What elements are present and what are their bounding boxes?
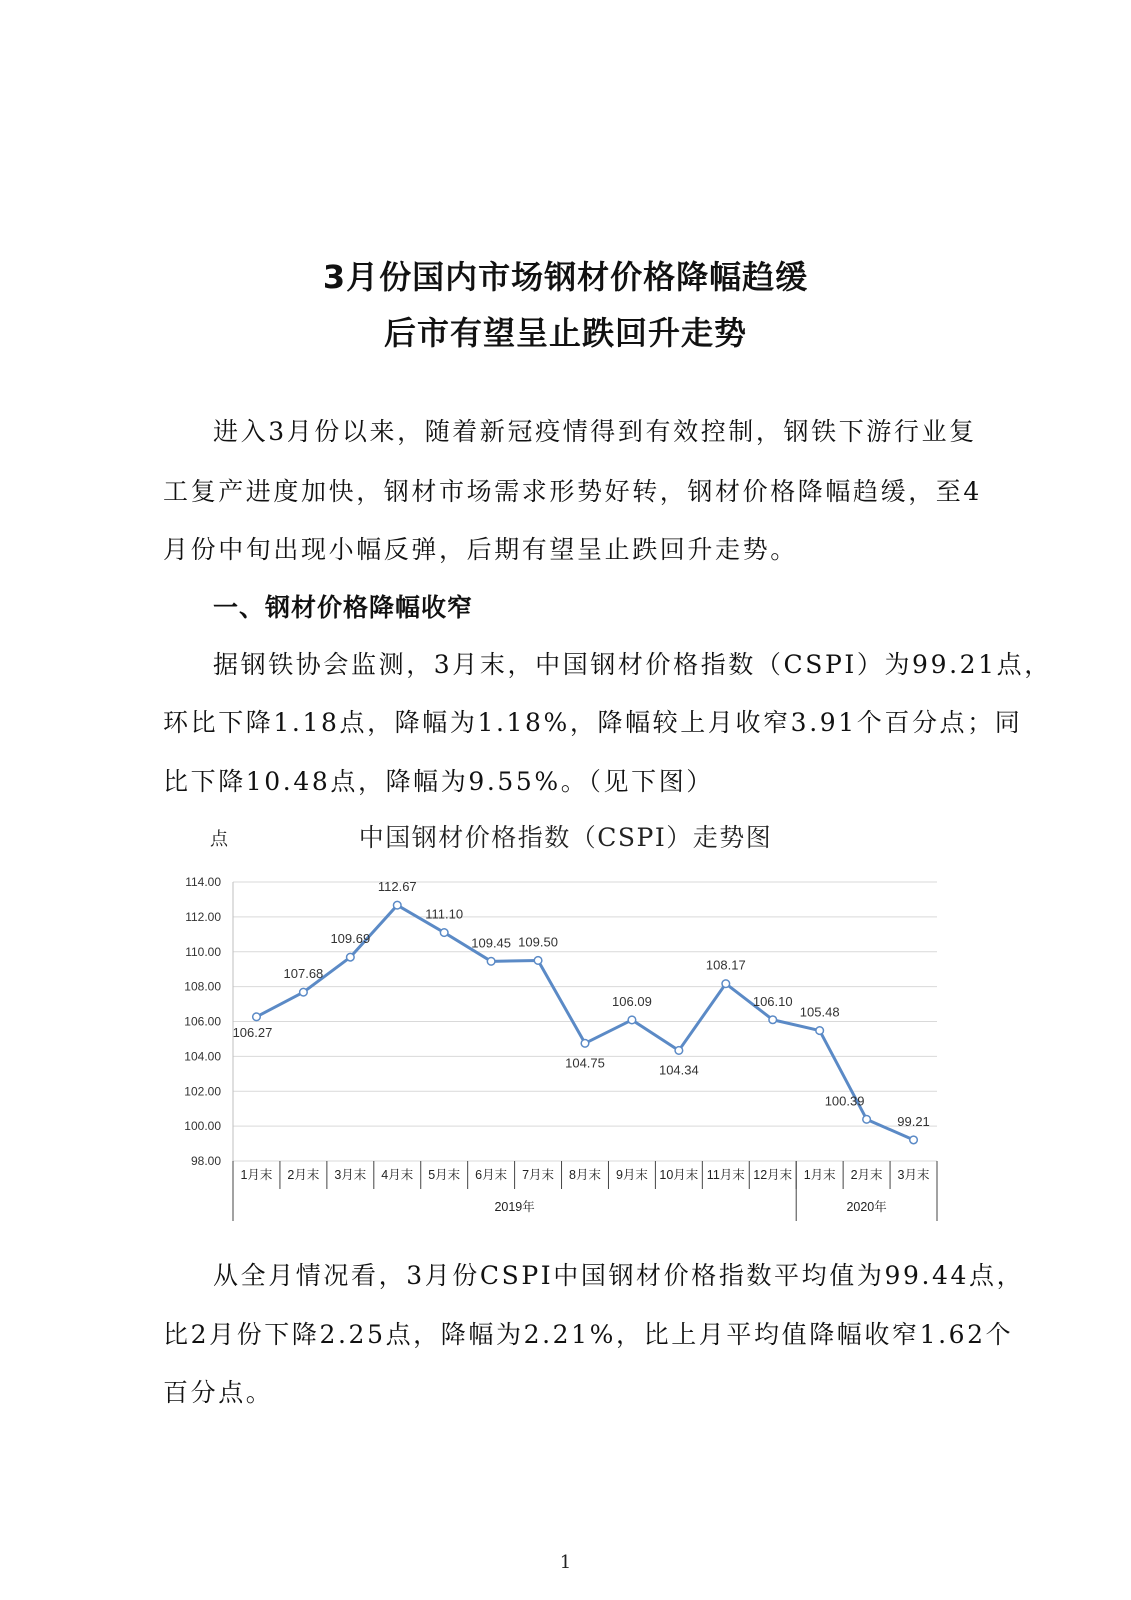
data-label: 109.69 xyxy=(330,931,371,947)
x-tick-label: 5月末 xyxy=(428,1168,461,1182)
data-point xyxy=(722,980,730,988)
x-group-label: 2020年 xyxy=(846,1200,887,1214)
y-tick-label: 114.00 xyxy=(185,875,221,889)
data-point xyxy=(628,1016,636,1024)
x-tick-label: 6月末 xyxy=(475,1168,508,1182)
data-label: 106.27 xyxy=(232,1024,273,1040)
data-label: 100.39 xyxy=(824,1093,865,1109)
data-point xyxy=(253,1013,261,1021)
x-tick-label: 2月末 xyxy=(287,1168,320,1182)
x-tick-label: 12月末 xyxy=(753,1168,793,1182)
section-para1-line-2: 环比下降1.18点，降幅为1.18%，降幅较上月收窄3.91个百分点；同 xyxy=(163,708,1023,737)
data-point xyxy=(347,953,355,961)
x-tick-label: 2月末 xyxy=(850,1168,883,1182)
data-label: 106.10 xyxy=(752,993,793,1009)
data-point xyxy=(675,1047,683,1055)
data-label: 109.50 xyxy=(518,934,558,950)
y-tick-label: 110.00 xyxy=(185,944,221,959)
x-tick-label: 8月末 xyxy=(569,1168,601,1182)
intro-line-1: 进入3月份以来，随着新冠疫情得到有效控制，钢铁下游行业复 xyxy=(213,417,977,446)
cspi-line-chart xyxy=(160,868,960,1228)
x-tick-label: 3月末 xyxy=(897,1168,930,1182)
x-tick-label: 9月末 xyxy=(615,1168,648,1182)
data-label: 107.68 xyxy=(283,966,324,982)
data-label: 106.09 xyxy=(612,993,652,1009)
data-point xyxy=(581,1039,589,1047)
data-label: 99.21 xyxy=(897,1113,930,1129)
y-tick-label: 112.00 xyxy=(185,909,221,924)
data-point xyxy=(534,957,542,965)
section-para2-line-3: 百分点。 xyxy=(163,1378,274,1407)
x-tick-label: 3月末 xyxy=(334,1168,367,1182)
y-tick-label: 106.00 xyxy=(184,1014,221,1029)
y-tick-label: 100.00 xyxy=(184,1119,221,1134)
data-point xyxy=(440,929,448,937)
x-tick-label: 1月末 xyxy=(240,1168,273,1182)
data-point xyxy=(816,1027,824,1035)
data-point xyxy=(863,1116,871,1124)
data-label: 112.67 xyxy=(377,879,417,895)
intro-line-2: 工复产进度加快，钢材市场需求形势好转，钢材价格降幅趋缓，至4 xyxy=(163,477,982,506)
data-label: 111.10 xyxy=(425,906,464,922)
y-tick-label: 98.00 xyxy=(190,1154,221,1168)
data-label: 104.75 xyxy=(565,1055,605,1071)
x-tick-label: 4月末 xyxy=(381,1168,414,1182)
page-number: 1 xyxy=(559,1552,572,1573)
y-tick-label: 108.00 xyxy=(184,979,221,994)
section-para2-line-2: 比2月份下降2.25点，降幅为2.21%，比上月平均值降幅收窄1.62个 xyxy=(163,1320,1014,1349)
data-label: 104.34 xyxy=(658,1062,699,1078)
section-para1-line-1: 据钢铁协会监测，3月末，中国钢材价格指数（CSPI）为99.21点， xyxy=(213,650,1052,679)
section-para1-line-3: 比下降10.48点，降幅为9.55%。（见下图） xyxy=(163,767,714,796)
data-label: 105.48 xyxy=(799,1004,840,1020)
data-point xyxy=(393,901,401,909)
section-para2-line-1: 从全月情况看，3月份CSPI中国钢材价格指数平均值为99.44点， xyxy=(213,1261,1025,1290)
x-tick-label: 11月末 xyxy=(706,1168,745,1182)
document-title-line-2: 后市有望呈止跌回升走势 xyxy=(383,314,747,352)
y-tick-label: 104.00 xyxy=(184,1049,221,1064)
document-title-line-1: 3月份国内市场钢材价格降幅趋缓 xyxy=(322,258,809,296)
chart-unit-label: 点 xyxy=(210,829,228,850)
data-point xyxy=(769,1016,777,1024)
data-point xyxy=(487,958,495,966)
chart-title: 中国钢材价格指数（CSPI）走势图 xyxy=(358,823,773,852)
data-point xyxy=(300,988,308,996)
x-tick-label: 7月末 xyxy=(522,1168,555,1182)
data-label: 108.17 xyxy=(705,957,746,973)
x-group-label: 2019年 xyxy=(494,1200,535,1214)
data-label: 109.45 xyxy=(471,935,512,951)
section-heading: 一、钢材价格降幅收窄 xyxy=(213,593,474,622)
x-tick-label: 10月末 xyxy=(659,1168,699,1182)
intro-line-3: 月份中旬出现小幅反弹，后期有望呈止跌回升走势。 xyxy=(163,535,798,564)
data-point xyxy=(910,1136,918,1144)
x-tick-label: 1月末 xyxy=(803,1168,836,1182)
y-tick-label: 102.00 xyxy=(184,1084,221,1099)
